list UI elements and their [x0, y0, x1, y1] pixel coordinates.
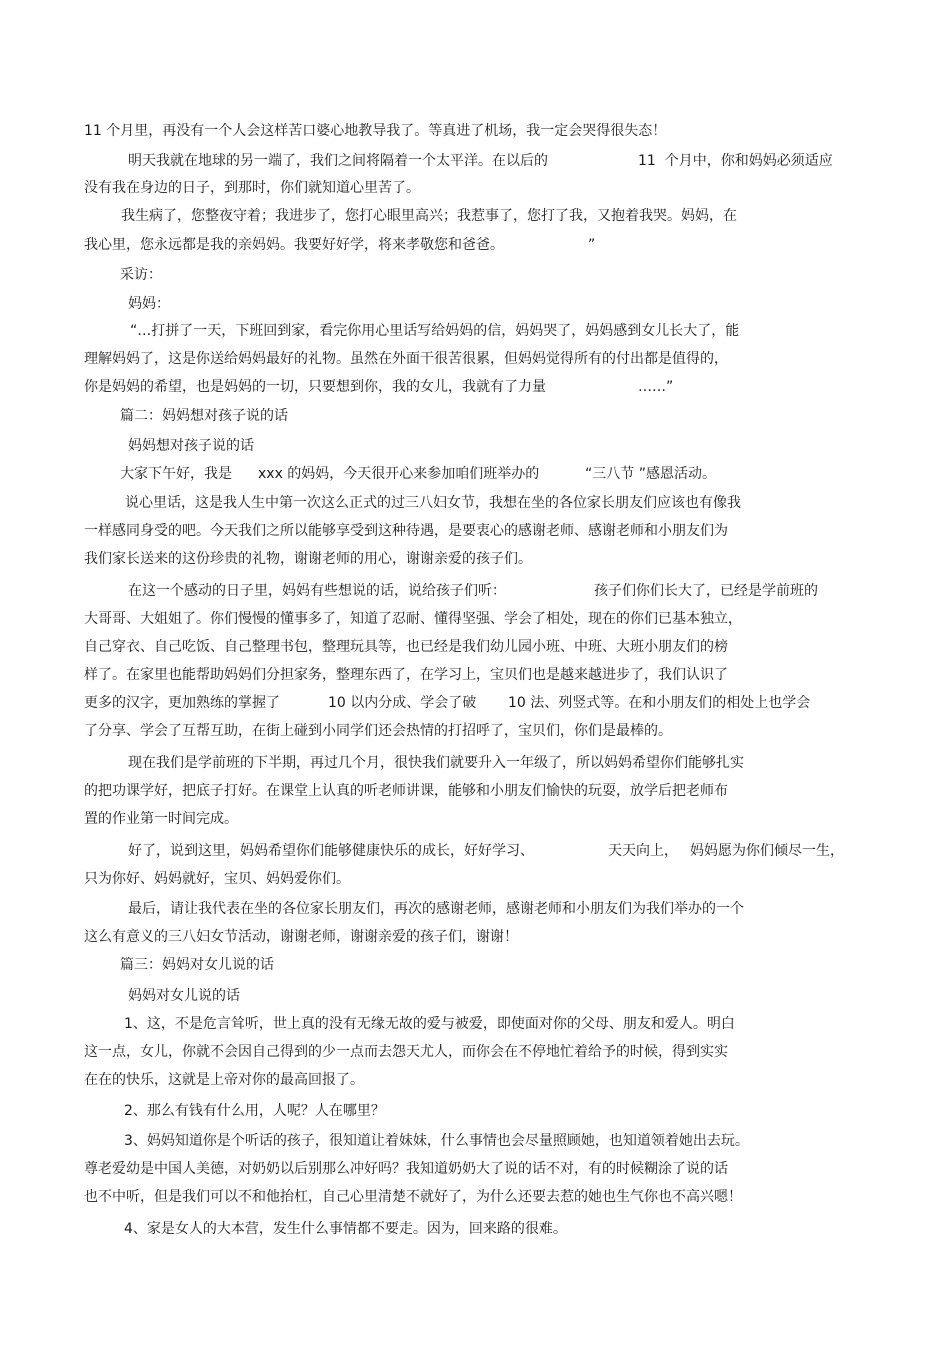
text-line [0, 924, 950, 950]
text-segment: 更多的汉字，更加熟练的掌握了 [84, 695, 280, 711]
text-segment: 采访： [120, 267, 162, 283]
text-line [0, 806, 950, 832]
text-segment: 1、这，不是危言耸听，世上真的没有无缘无故的爱与被爱，即使面对你的父母、朋友和爱人。明白 [124, 1016, 735, 1032]
text-segment: 只为你好、妈妈就好，宝贝、妈妈爱你们。 [84, 871, 350, 887]
text-line [0, 983, 950, 1009]
text-line [0, 374, 950, 400]
text-segment: 尊老爱幼是中国人美德，对奶奶以后别那么冲好吗？我知道奶奶大了说的话不对，有的时候糊涂了说的话 [84, 1161, 728, 1177]
text-segment: 最后，请让我代表在坐的各位家长朋友们，再次的感谢老师，感谢老师和小朋友们为我们举办的一个 [128, 901, 744, 917]
text-line [0, 291, 950, 317]
text-line [0, 1156, 950, 1182]
text-segment: 在这一个感动的日子里，妈妈有些想说的话，说给孩子们听： [128, 583, 506, 599]
text-segment: ” [588, 237, 596, 253]
text-segment: 的把功课学好，把底子打好。在课堂上认真的听老师讲课，能够和小朋友们愉快的玩耍，放学后把老师布 [84, 783, 728, 799]
text-segment: 在在的快乐，这就是上帝对你的最高回报了。 [84, 1072, 364, 1088]
text-segment: 理解妈妈了，这是你送给妈妈最好的礼物。虽然在外面干很苦很累，但妈妈觉得所有的付出都是值得的， [84, 351, 728, 367]
text-segment: 这么有意义的三八妇女节活动，谢谢老师，谢谢亲爱的孩子们，谢谢！ [84, 929, 518, 945]
text-line [0, 232, 950, 258]
text-segment: 妈妈想对孩子说的话 [128, 438, 254, 454]
text-line [0, 546, 950, 572]
text-segment: 样了。在家里也能帮助妈妈们分担家务，整理东西了，在学习上，宝贝们也是越来越进步了，我们认识了 [84, 667, 728, 683]
text-segment: 没有我在身边的日子，到那时，你们就知道心里苦了。 [84, 180, 420, 196]
text-segment: 置的作业第一时间完成。 [84, 811, 238, 827]
text-segment: 了分享、学会了互帮互助，在街上碰到小同学们还会热情的打招呼了，宝贝们，你们是最棒的。 [84, 723, 672, 739]
text-segment: 好了，说到这里，妈妈希望你们能够健康快乐的成长，好好学习、 [128, 843, 534, 859]
text-line [0, 1128, 950, 1154]
text-line [0, 1216, 950, 1242]
text-line [0, 718, 950, 744]
text-line [0, 838, 950, 864]
text-segment: 妈妈： [128, 296, 170, 312]
text-line [0, 896, 950, 922]
text-segment: 10 以内分成、学会了破 [328, 695, 477, 711]
text-segment: 一样感同身受的吧。今天我们之所以能够享受到这种待遇，是要衷心的感谢老师、感谢老师和小朋友们为 [84, 523, 728, 539]
text-segment: 我生病了，您整夜守着；我进步了，您打心眼里高兴；我惹事了，您打了我，又抱着我哭。妈妈，在 [121, 208, 737, 224]
text-segment: 明天我就在地球的另一端了，我们之间将隔着一个太平洋。在以后的 [128, 153, 548, 169]
text-line [0, 346, 950, 372]
text-line [0, 461, 950, 487]
text-segment: 10 法、列竖式等。在和小朋友们的相处上也学会 [508, 695, 811, 711]
text-line [0, 433, 950, 459]
text-line [0, 148, 950, 174]
text-segment: 你是妈妈的希望，也是妈妈的一切，只要想到你，我的女儿，我就有了力量 [84, 379, 546, 395]
text-segment: “三八节 ”感恩活动。 [585, 466, 716, 482]
text-line [0, 662, 950, 688]
text-line [0, 175, 950, 201]
text-line [0, 1011, 950, 1037]
text-line [0, 606, 950, 632]
text-line [0, 1184, 950, 1210]
text-segment: 我们家长送来的这份珍贵的礼物，谢谢老师的用心，谢谢亲爱的孩子们。 [84, 551, 532, 567]
text-line [0, 490, 950, 516]
text-segment: 11 个月里，再没有一个人会这样苦口婆心地教导我了。等真进了机场，我一定会哭得很失态！ [84, 123, 667, 139]
text-segment: 孩子们你们长大了，已经是学前班的 [594, 583, 818, 599]
text-segment: 大家下午好，我是 [120, 466, 232, 482]
text-segment: 大哥哥、大姐姐了。你们慢慢的懂事多了，知道了忍耐、懂得坚强、学会了相处，现在的你们已基本独立， [84, 611, 742, 627]
text-line [0, 634, 950, 660]
text-line [0, 118, 950, 144]
text-segment: 3、妈妈知道你是个听话的孩子，很知道让着妹妹，什么事情也会尽量照顾她，也知道领着她出去玩。 [124, 1133, 749, 1149]
text-line [0, 203, 950, 229]
text-segment: 天天向上， [608, 843, 678, 859]
text-segment: 篇二：妈妈想对孩子说的话 [120, 408, 288, 424]
text-segment: 也不中听，但是我们可以不和他抬杠，自己心里清楚不就好了，为什么还要去惹的她也生气你也不高兴嗯！ [84, 1189, 742, 1205]
text-line [0, 866, 950, 892]
text-segment: 我心里，您永远都是我的亲妈妈。我要好好学，将来孝敬您和爸爸。 [84, 237, 504, 253]
text-line [0, 1039, 950, 1065]
text-line [0, 690, 950, 716]
text-line [0, 318, 950, 344]
text-segment: 妈妈愿为你们倾尽一生， [690, 843, 844, 859]
text-line [0, 750, 950, 776]
text-line [0, 518, 950, 544]
text-line [0, 578, 950, 604]
text-segment: 现在我们是学前班的下半期，再过几个月，很快我们就要升入一年级了，所以妈妈希望你们能够扎实 [128, 755, 744, 771]
text-segment: xxx 的妈妈，今天很开心来参加咱们班举办的 [258, 466, 540, 482]
text-line [0, 262, 950, 288]
text-line [0, 778, 950, 804]
text-segment: ……” [638, 379, 674, 395]
text-line [0, 1067, 950, 1093]
section-heading [0, 403, 950, 429]
section-heading [0, 952, 950, 978]
text-segment: 11 个月中，你和妈妈必须适应 [638, 153, 833, 169]
text-segment: “…打拼了一天，下班回到家，看完你用心里话写给妈妈的信，妈妈哭了，妈妈感到女儿长大了，能 [130, 323, 740, 339]
text-segment: 4、家是女人的大本营，发生什么事情都不要走。因为，回来路的很难。 [124, 1221, 567, 1237]
text-segment: 篇三：妈妈对女儿说的话 [120, 957, 274, 973]
text-segment: 说心里话，这是我人生中第一次这么正式的过三八妇女节，我想在坐的各位家长朋友们应该也有像我 [125, 495, 741, 511]
text-line [0, 1098, 950, 1124]
text-segment: 妈妈对女儿说的话 [128, 988, 240, 1004]
text-segment: 这一点，女儿，你就不会因自己得到的少一点而去怨天尤人，而你会在不停地忙着给予的时候，得到实实 [84, 1044, 728, 1060]
text-segment: 自己穿衣、自己吃饭、自己整理书包，整理玩具等，也已经是我们幼儿园小班、中班、大班小朋友们的榜 [84, 639, 728, 655]
text-segment: 2、那么有钱有什么用，人呢？人在哪里？ [124, 1103, 385, 1119]
